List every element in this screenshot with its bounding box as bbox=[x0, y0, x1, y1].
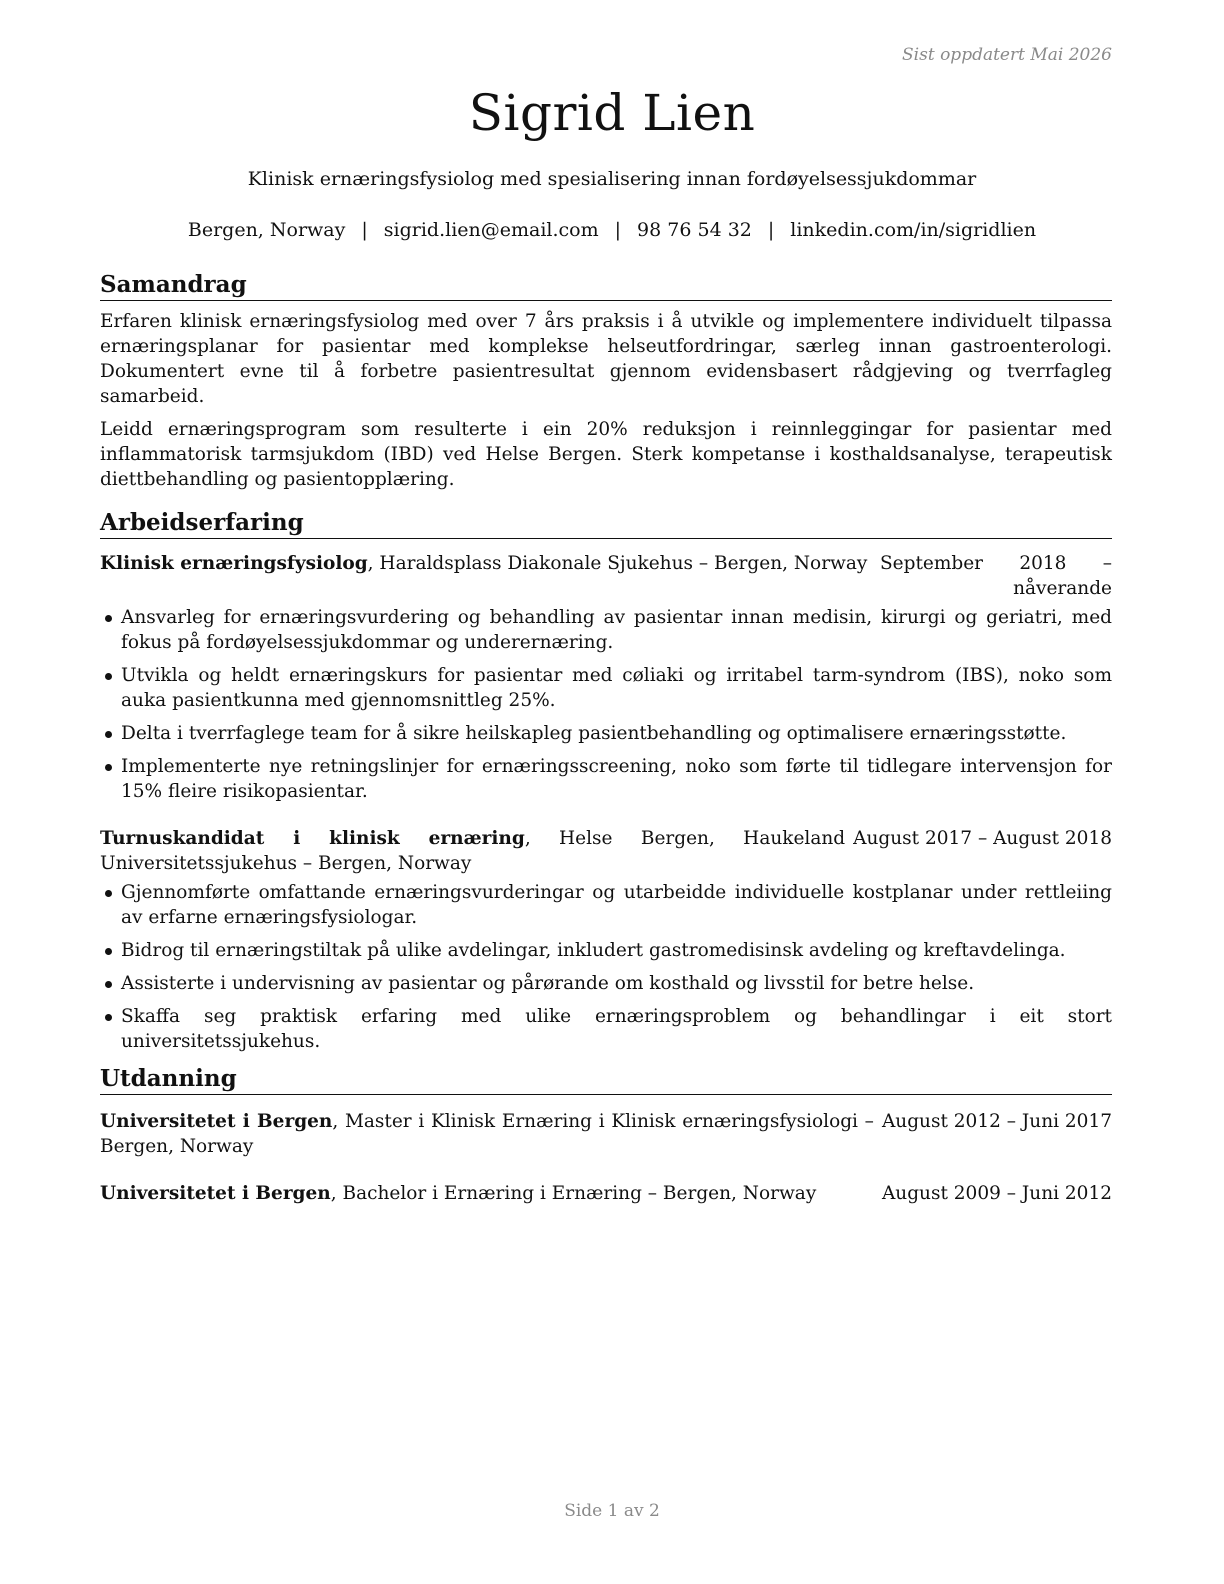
bullet-text: Ansvarleg for ernæringsvurdering og behandling av pasientar innan medisin, kirurgi og geriatri, med fokus på fordøyelsessjukdommar og underernæring. bbox=[121, 607, 1112, 653]
section-heading-summary: Samandrag bbox=[100, 270, 1112, 301]
list-item bbox=[100, 721, 1112, 746]
contact-line bbox=[0, 219, 1224, 241]
contact-separator: | bbox=[614, 219, 622, 241]
contact-email[interactable]: sigrid.lien@email.com bbox=[383, 219, 599, 241]
list-item bbox=[100, 880, 1112, 930]
list-item bbox=[100, 1004, 1112, 1054]
education-dates: August 2012 – Juni 2017 bbox=[881, 1111, 1112, 1132]
bullet-icon bbox=[105, 1014, 112, 1021]
summary-paragraph: Erfaren klinisk ernæringsfysiolog med over 7 års praksis i å utvikle og implementere individuelt tilpassa ernæringsplanar for pasientar med komplekse helseutfordringar, særleg innan gastroenterologi. Dokumentert evne til å forbetre pasientresultat gjennom evidensbasert rådgjeving og tverrfagleg samarbeid. bbox=[100, 311, 1112, 407]
education-entry bbox=[100, 1181, 1112, 1206]
list-item bbox=[100, 938, 1112, 963]
list-item bbox=[100, 605, 1112, 655]
job-dates: September 2018 – nåverande bbox=[880, 553, 1112, 599]
education-degree: , Bachelor i Ernæring i Ernæring – Bergen, Norway bbox=[330, 1183, 817, 1204]
job-title-line bbox=[100, 826, 845, 876]
bullet-text: Skaffa seg praktisk erfaring med ulike ernæringsproblem og behandlingar i eit stort universitetssjukehus. bbox=[121, 1006, 1112, 1052]
job-bullets bbox=[100, 605, 1112, 804]
list-item bbox=[100, 663, 1112, 713]
bullet-text: Gjennomførte omfattande ernæringsvurderingar og utarbeidde individuelle kostplanar under rettleiing av erfarne ernæringsfysiologar. bbox=[121, 882, 1112, 928]
experience-section bbox=[100, 508, 1112, 1054]
contact-linkedin[interactable]: linkedin.com/in/sigridlien bbox=[790, 219, 1037, 241]
bullet-text: Delta i tverrfaglege team for å sikre heilskapleg pasientbehandling og optimalisere ernæringsstøtte. bbox=[121, 723, 1067, 744]
education-degree: , Master i Klinisk Ernæring i Klinisk ernæringsfysiologi – Bergen, Norway bbox=[100, 1111, 874, 1157]
summary-section bbox=[100, 270, 1112, 492]
bullet-icon bbox=[105, 948, 112, 955]
list-item bbox=[100, 754, 1112, 804]
bullet-icon bbox=[105, 981, 112, 988]
bullet-text: Assisterte i undervisning av pasientar og pårørande om kosthald og livsstil for betre helse. bbox=[121, 973, 975, 994]
job-header bbox=[100, 551, 1112, 601]
job-title: Turnuskandidat i klinisk ernæring bbox=[100, 828, 525, 849]
education-school: Universitetet i Bergen bbox=[100, 1183, 331, 1204]
bullet-text: Utvikla og heldt ernæringskurs for pasientar med cøliaki og irritabel tarm-syndrom (IBS), noko som auka pasientkunna med gjennomsnittleg 25%. bbox=[121, 665, 1112, 711]
education-school: Universitetet i Bergen bbox=[100, 1111, 333, 1132]
bullet-icon bbox=[105, 673, 112, 680]
bullet-text: Implementerte nye retningslinjer for ernæringsscreening, noko som førte til tidlegare intervensjon for 15% fleire risikopasientar. bbox=[121, 756, 1112, 802]
education-section bbox=[100, 1064, 1112, 1206]
job-title-line bbox=[100, 551, 872, 576]
candidate-subtitle: Klinisk ernæringsfysiolog med spesialisering innan fordøyelsessjukdommar bbox=[247, 168, 977, 190]
job-title: Klinisk ernæringsfysiolog bbox=[100, 553, 368, 574]
bullet-text: Bidrog til ernæringstiltak på ulike avdelingar, inkludert gastromedisinsk avdeling og kreftavdelinga. bbox=[121, 940, 1066, 961]
education-line bbox=[100, 1181, 874, 1206]
bullet-icon bbox=[105, 731, 112, 738]
bullet-icon bbox=[105, 764, 112, 771]
job-employer: , Helse Bergen, Haukeland Universitetssjukehus – Bergen, Norway bbox=[100, 828, 846, 874]
job-bullets bbox=[100, 880, 1112, 1054]
bullet-icon bbox=[105, 615, 112, 622]
candidate-name: Sigrid Lien bbox=[468, 84, 756, 142]
summary-paragraph: Leidd ernæringsprogram som resulterte i ein 20% reduksjon i reinnleggingar for pasientar med inflammatorisk tarmsjukdom (IBD) ved Helse Bergen. Sterk kompetanse i kosthaldsanalyse, terapeutisk diettbehandling og pasientopplæring. bbox=[100, 419, 1112, 490]
bullet-icon bbox=[105, 890, 112, 897]
section-heading-education: Utdanning bbox=[100, 1064, 1112, 1095]
job-entry bbox=[100, 826, 1112, 1054]
resume-body bbox=[100, 270, 1112, 1206]
contact-separator: | bbox=[361, 219, 368, 241]
section-heading-experience: Arbeidserfaring bbox=[100, 508, 1112, 539]
list-item bbox=[100, 971, 1112, 996]
contact-location: Bergen, Norway bbox=[187, 219, 346, 241]
contact-phone: 98 76 54 32 bbox=[637, 219, 752, 241]
contact-separator: | bbox=[767, 219, 775, 241]
education-line bbox=[100, 1109, 874, 1159]
job-employer: , Haraldsplass Diakonale Sjukehus – Bergen, Norway bbox=[367, 553, 868, 574]
last-updated: Sist oppdatert Mai 2026 bbox=[902, 45, 1112, 65]
page-number: Side 1 av 2 bbox=[564, 1501, 660, 1521]
job-dates: August 2017 – August 2018 bbox=[853, 828, 1112, 849]
job-entry bbox=[100, 551, 1112, 804]
education-dates: August 2009 – Juni 2012 bbox=[881, 1183, 1112, 1204]
education-entry bbox=[100, 1109, 1112, 1159]
job-header bbox=[100, 826, 1112, 876]
